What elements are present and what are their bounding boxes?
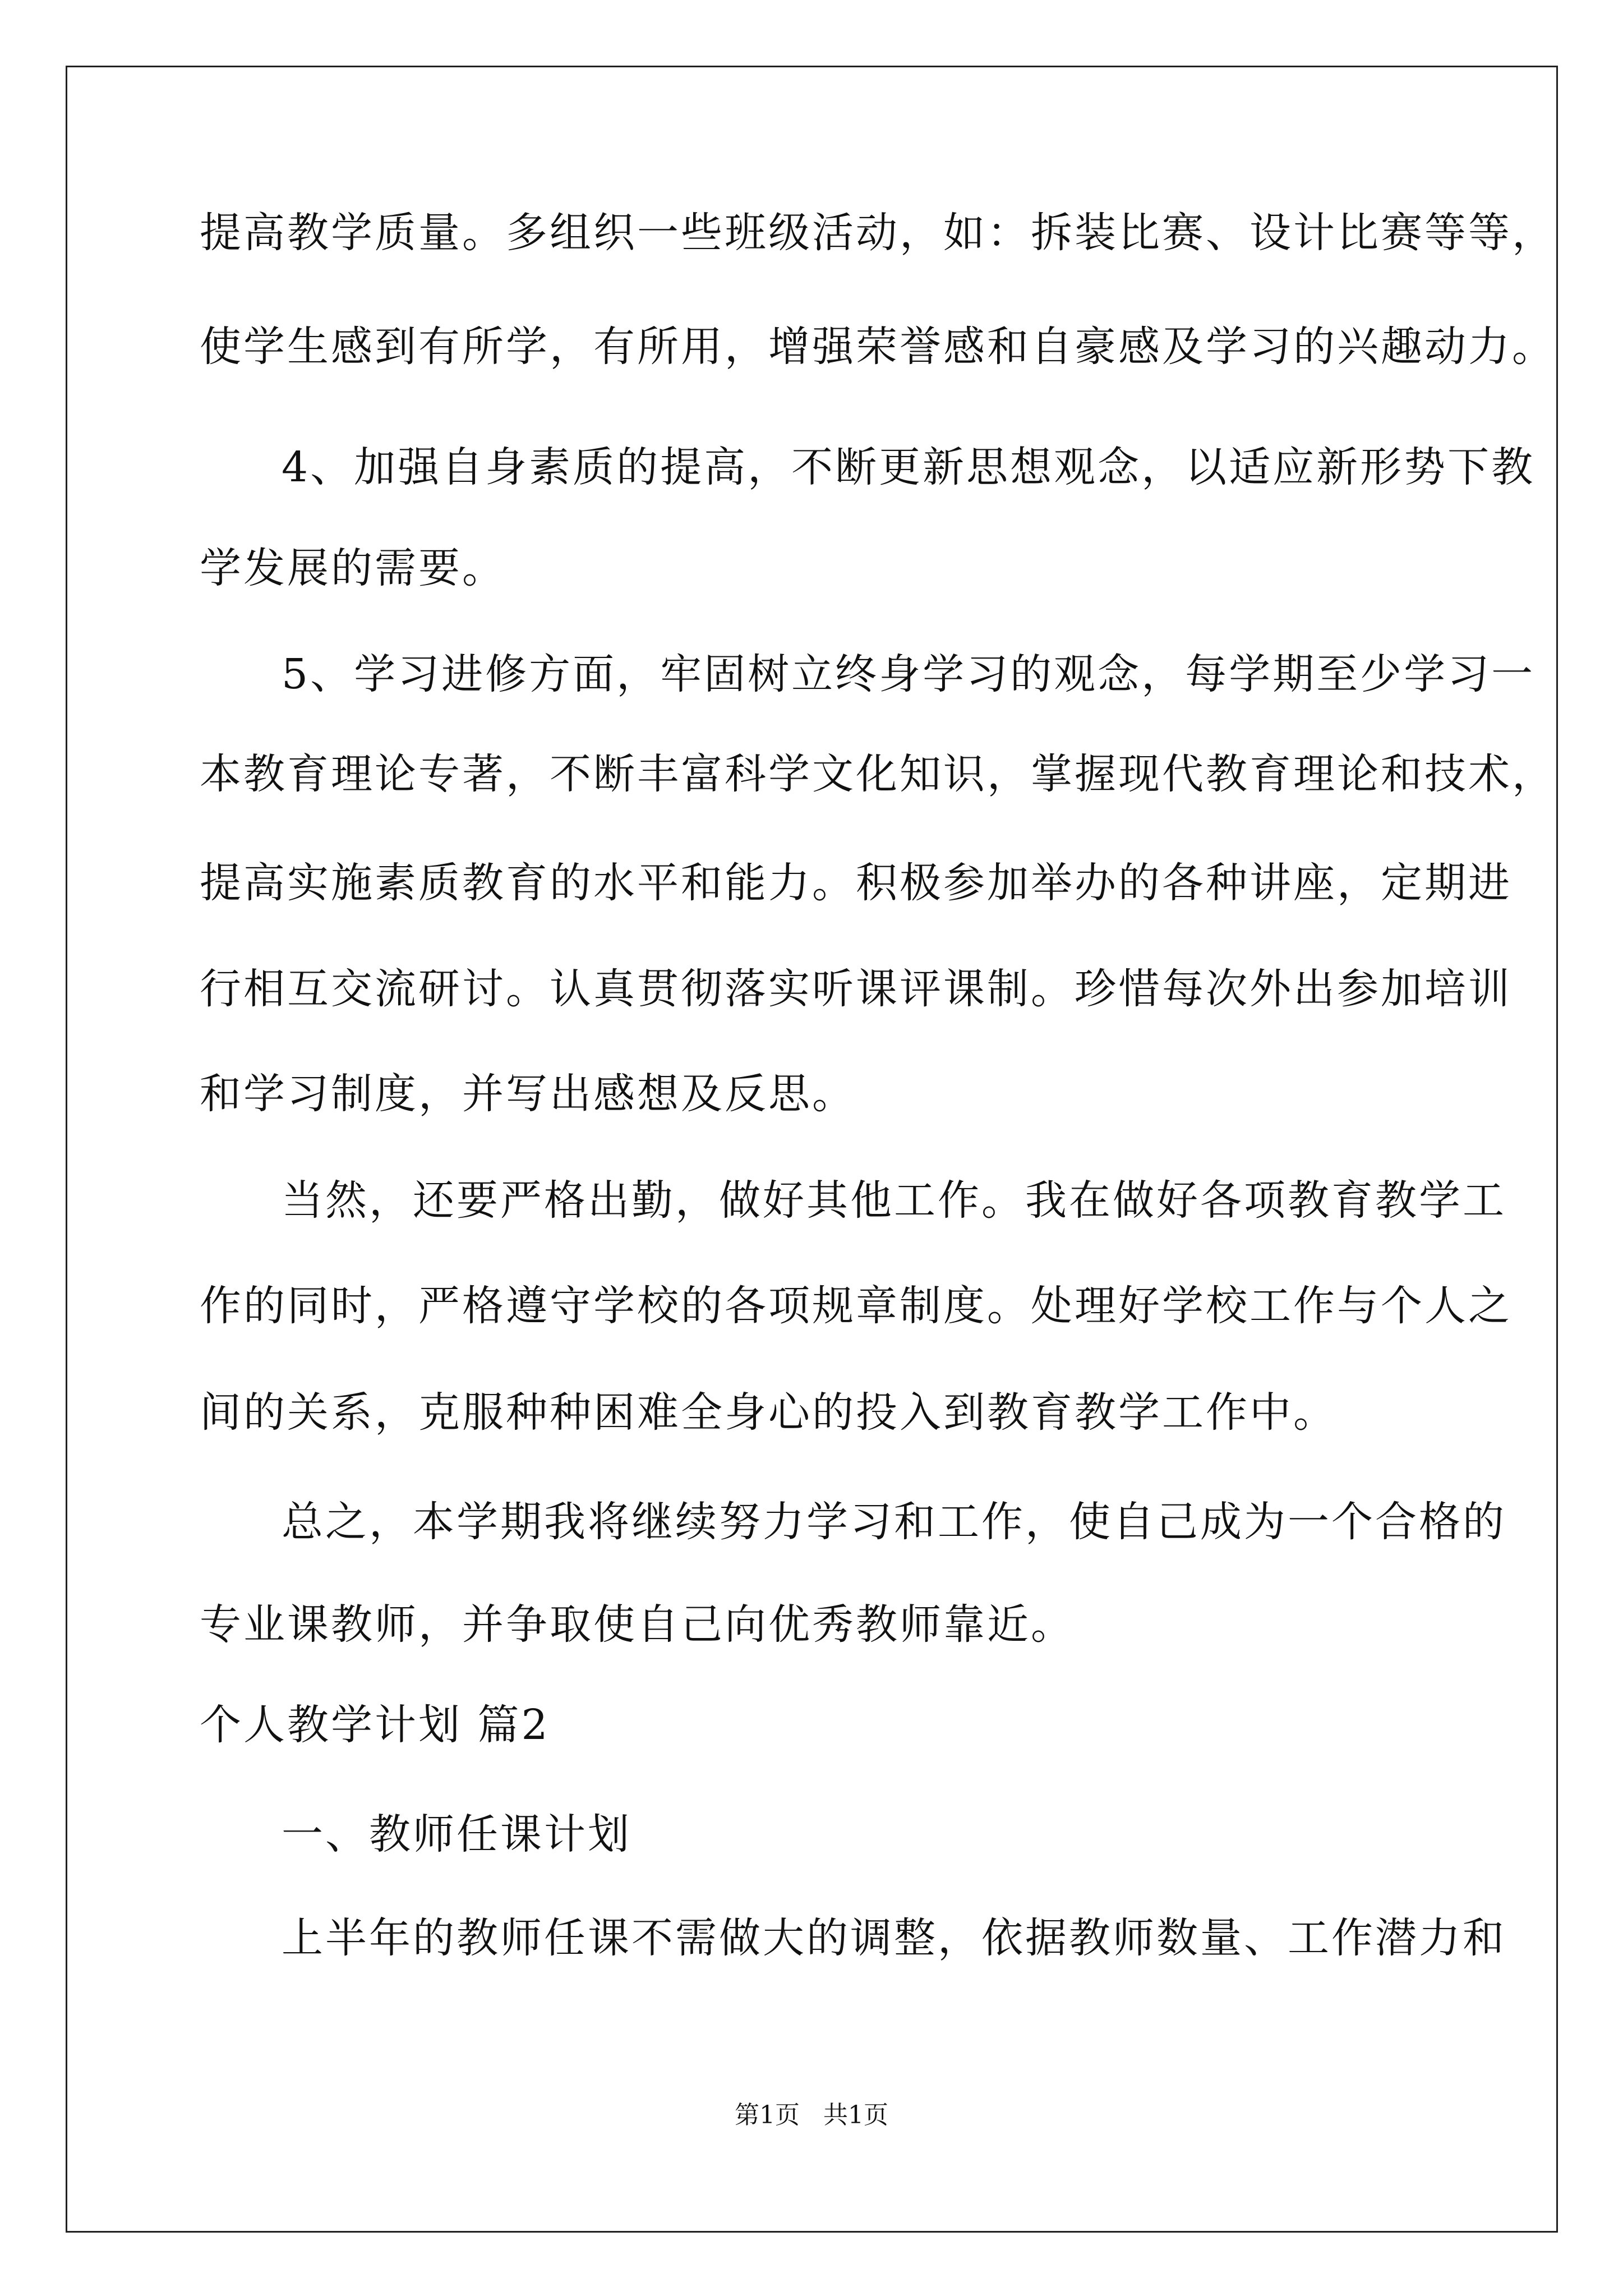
body-line-1: 提高教学质量。多组织一些班级活动，如：拆装比赛、设计比赛等等， bbox=[200, 209, 1556, 257]
body-line-9: 和学习制度，并写出感想及反思。 bbox=[200, 1070, 856, 1118]
section-heading: 个人教学计划 篇2 bbox=[200, 1701, 550, 1749]
body-line-2: 使学生感到有所学，有所用，增强荣誉感和自豪感及学习的兴趣动力。 bbox=[200, 323, 1556, 371]
body-line-4: 学发展的需要。 bbox=[200, 544, 506, 592]
body-line-6: 本教育理论专著，不断丰富科学文化知识，掌握现代教育理论和技术， bbox=[200, 750, 1556, 798]
body-line-15: 上半年的教师任课不需做大的调整，依据教师数量、工作潜力和 bbox=[282, 1914, 1506, 1962]
body-line-10: 当然，还要严格出勤，做好其他工作。我在做好各项教育教学工 bbox=[282, 1176, 1506, 1225]
subsection-heading: 一、教师任课计划 bbox=[282, 1810, 631, 1858]
body-line-8: 行相互交流研讨。认真贯彻落实听课评课制。珍惜每次外出参加培训 bbox=[200, 965, 1512, 1013]
page-footer: 第1页 共1页 bbox=[735, 2101, 888, 2129]
body-line-12: 间的关系，克服种种困难全身心的投入到教育教学工作中。 bbox=[200, 1388, 1337, 1437]
page-border bbox=[66, 66, 1558, 2233]
body-line-13: 总之，本学期我将继续努力学习和工作，使自己成为一个合格的 bbox=[282, 1498, 1506, 1546]
body-line-5: 5、学习进修方面，牢固树立终身学习的观念，每学期至少学习一 bbox=[282, 650, 1536, 698]
body-line-7: 提高实施素质教育的水平和能力。积极参加举办的各种讲座，定期进 bbox=[200, 859, 1512, 907]
body-line-3: 4、加强自身素质的提高，不断更新思想观念，以适应新形势下教 bbox=[282, 443, 1536, 491]
body-line-14: 专业课教师，并争取使自己向优秀教师靠近。 bbox=[200, 1600, 1075, 1649]
body-line-11: 作的同时，严格遵守学校的各项规章制度。处理好学校工作与个人之 bbox=[200, 1282, 1512, 1330]
